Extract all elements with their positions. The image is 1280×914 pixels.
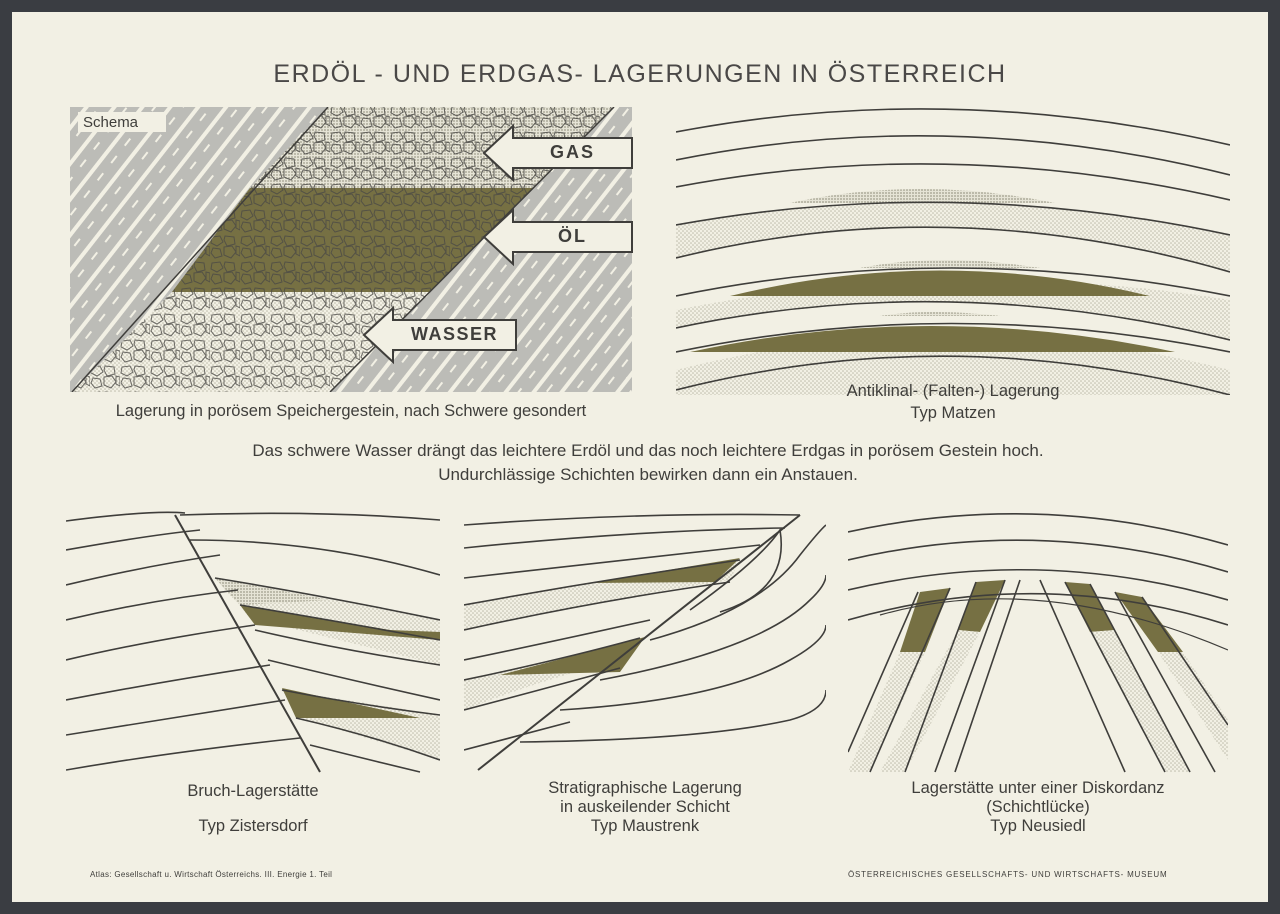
anticline-oil-lower (690, 326, 1175, 352)
unconformity-caption-3: Typ Neusiedl (990, 817, 1086, 835)
strat-caption-2: in auskeilender Schicht (560, 798, 730, 816)
anticline-panel (676, 109, 1230, 395)
fault-caption-1: Bruch-Lagerstätte (187, 782, 319, 800)
schema-caption: Lagerung in porösem Speichergestein, nach Schwere gesondert (115, 402, 587, 420)
stratigraphic-panel (464, 514, 826, 770)
poster-title: ERDÖL - UND ERDGAS- LAGERUNGEN IN ÖSTERREICH (273, 60, 1007, 88)
oil-arrow-label: ÖL (558, 226, 587, 246)
unconformity-caption-2: (Schichtlücke) (986, 798, 1090, 816)
footer-left: Atlas: Gesellschaft u. Wirtschaft Österreichs. III. Energie 1. Teil (90, 870, 333, 879)
gas-arrow-label: GAS (549, 142, 595, 162)
schema-label: Schema (83, 114, 139, 131)
anticline-caption-1: Antiklinal- (Falten-) Lagerung (846, 382, 1060, 400)
fault-panel (66, 512, 440, 772)
unconformity-panel (848, 514, 1228, 772)
fault-caption-2: Typ Zistersdorf (198, 817, 308, 835)
description-line-2: Undurchlässige Schichten bewirken dann ein Anstauen. (438, 465, 858, 484)
footer-right: ÖSTERREICHISCHES GESELLSCHAFTS- UND WIRTSCHAFTS- MUSEUM (848, 870, 1168, 879)
strat-caption-1: Stratigraphische Lagerung (548, 779, 742, 797)
description-line-1: Das schwere Wasser drängt das leichtere Erdöl und das noch leichtere Erdgas in porösem Gestein hoch. (252, 441, 1044, 460)
anticline-caption-2: Typ Matzen (910, 404, 996, 422)
water-arrow-label: WASSER (410, 324, 498, 344)
strat-caption-3: Typ Maustrenk (590, 817, 700, 835)
unconformity-caption-1: Lagerstätte unter einer Diskordanz (911, 779, 1165, 797)
